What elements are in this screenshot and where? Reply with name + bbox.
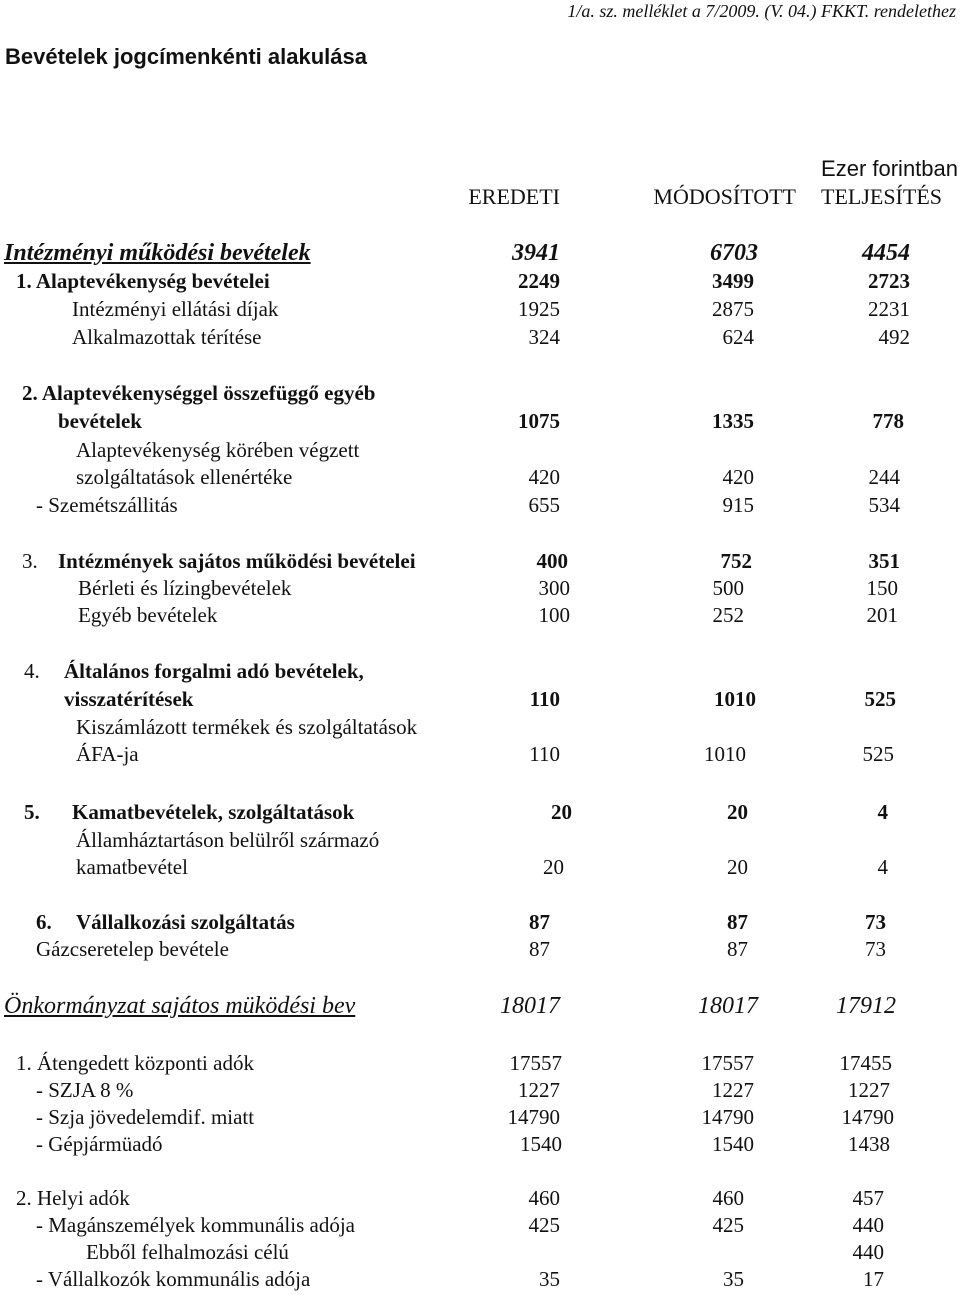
value-teljesites: 525 [864, 687, 896, 711]
value-teljesites: 150 [866, 576, 898, 600]
value-modositott: 252 [712, 603, 744, 627]
table-row [0, 551, 960, 577]
value-eredeti: 3941 [512, 240, 560, 266]
value-teljesites: 17912 [836, 993, 896, 1019]
row-label: Ebből felhalmozási célú [86, 1240, 289, 1264]
value-eredeti: 324 [528, 325, 560, 349]
column-header-teljesites: TELJESÍTÉS [821, 184, 942, 209]
value-modositott: 14790 [701, 1105, 754, 1129]
value-modositott: 915 [722, 493, 754, 517]
row-label: - Vállalkozók kommunális adója [36, 1267, 311, 1291]
table-row [0, 1134, 960, 1160]
value-modositott: 500 [712, 576, 744, 600]
table-row [0, 440, 960, 466]
table-row [0, 1242, 960, 1268]
row-label: Intézményi működési bevételek [4, 240, 311, 266]
row-label: Vállalkozási szolgáltatás [76, 910, 295, 934]
value-teljesites: 525 [862, 742, 894, 766]
table-row [0, 271, 960, 297]
row-label: Kiszámlázott termékek és szolgáltatások [76, 715, 418, 739]
row-label: Alaptevékenység körében végzett [76, 438, 360, 462]
value-teljesites: 492 [878, 325, 910, 349]
value-teljesites: 201 [866, 603, 898, 627]
value-modositott: 1227 [712, 1078, 754, 1102]
row-label: - SZJA 8 % [36, 1078, 134, 1102]
row-label: 2. Alaptevékenységgel összefüggő egyéb [22, 381, 376, 405]
row-label: ÁFA-ja [76, 742, 139, 766]
value-modositott: 87 [727, 910, 748, 934]
row-label: Kamatbevételek, szolgáltatások [72, 800, 355, 824]
table-row [0, 802, 960, 828]
value-eredeti: 460 [528, 1186, 560, 1210]
row-number: 4. [24, 659, 40, 683]
row-label: szolgáltatások ellenértéke [76, 465, 293, 489]
value-modositott: 3499 [712, 269, 754, 293]
value-teljesites: 4 [877, 855, 888, 879]
table-row [0, 411, 960, 437]
row-number: 5. [24, 800, 40, 824]
row-label: Alkalmazottak térítése [72, 325, 262, 349]
value-eredeti: 1227 [518, 1078, 560, 1102]
table-row [0, 717, 960, 743]
row-label: 1. Átengedett központi adók [16, 1051, 254, 1075]
row-label: 2. Helyi adók [16, 1186, 130, 1210]
value-eredeti: 20 [543, 855, 564, 879]
value-modositott: 17557 [701, 1051, 754, 1075]
value-teljesites: 440 [852, 1213, 884, 1237]
value-eredeti: 100 [538, 603, 570, 627]
table-row [0, 299, 960, 325]
value-eredeti: 20 [551, 800, 572, 824]
table-row [0, 661, 960, 687]
value-eredeti: 14790 [507, 1105, 560, 1129]
value-eredeti: 425 [528, 1213, 560, 1237]
value-teljesites: 2723 [868, 269, 910, 293]
value-eredeti: 1075 [518, 409, 560, 433]
value-teljesites: 4 [877, 800, 888, 824]
value-modositott: 420 [722, 465, 754, 489]
value-teljesites: 17455 [839, 1051, 892, 1075]
value-eredeti: 17557 [509, 1051, 562, 1075]
value-teljesites: 1227 [848, 1078, 890, 1102]
value-teljesites: 778 [872, 409, 904, 433]
table-row [0, 1215, 960, 1241]
value-eredeti: 300 [538, 576, 570, 600]
value-modositott: 20 [727, 855, 748, 879]
table-row [0, 830, 960, 856]
table-row [0, 383, 960, 409]
row-label: - Magánszemélyek kommunális adója [36, 1213, 355, 1237]
value-modositott: 20 [727, 800, 748, 824]
value-eredeti: 1925 [518, 297, 560, 321]
value-teljesites: 244 [868, 465, 900, 489]
row-label: visszatérítések [64, 687, 194, 711]
table-row [0, 857, 960, 883]
value-modositott: 460 [712, 1186, 744, 1210]
table-row [0, 578, 960, 604]
table-row [0, 1080, 960, 1106]
table-row [0, 994, 960, 1020]
table-row [0, 939, 960, 965]
row-label: Intézmények sajátos működési bevételei [58, 549, 416, 573]
table-row [0, 1188, 960, 1214]
value-eredeti: 35 [539, 1267, 560, 1291]
table-row [0, 1053, 960, 1079]
value-eredeti: 110 [529, 742, 560, 766]
row-label: Bérleti és lízingbevételek [78, 576, 292, 600]
value-modositott: 1335 [712, 409, 754, 433]
row-label: Önkormányzat sajátos müködési bev [4, 993, 356, 1019]
value-teljesites: 73 [865, 937, 886, 961]
row-number: 6. [36, 910, 52, 934]
regulation-note: 1/a. sz. melléklet a 7/2009. (V. 04.) FKKT. rendelethez [567, 1, 956, 21]
value-eredeti: 400 [536, 549, 568, 573]
value-eredeti: 655 [528, 493, 560, 517]
row-label: bevételek [58, 409, 142, 433]
row-label: kamatbevétel [76, 855, 188, 879]
table-row [0, 495, 960, 521]
value-eredeti: 110 [529, 687, 560, 711]
value-modositott: 6703 [710, 240, 758, 266]
value-teljesites: 351 [868, 549, 900, 573]
row-label: - Gépjármüadó [36, 1132, 163, 1156]
table-row [0, 605, 960, 631]
table-row [0, 467, 960, 493]
row-label: Államháztartáson belülről származó [76, 828, 380, 852]
value-modositott: 18017 [698, 993, 758, 1019]
row-label: 1. Alaptevékenység bevételei [16, 269, 270, 293]
row-label: Általános forgalmi adó bevételek, [64, 659, 364, 683]
value-teljesites: 17 [863, 1267, 884, 1291]
table-row [0, 689, 960, 715]
row-number: 3. [22, 549, 38, 573]
value-teljesites: 14790 [841, 1105, 894, 1129]
value-teljesites: 73 [865, 910, 886, 934]
value-teljesites: 457 [852, 1186, 884, 1210]
row-label: Intézményi ellátási díjak [72, 297, 279, 321]
table-row [0, 1107, 960, 1133]
value-modositott: 87 [727, 937, 748, 961]
value-eredeti: 18017 [500, 993, 560, 1019]
value-eredeti: 420 [528, 465, 560, 489]
column-header-eredeti: EREDETI [468, 184, 560, 209]
value-teljesites: 2231 [868, 297, 910, 321]
row-label: - Szemétszállitás [36, 493, 178, 517]
page-title: Bevételek jogcímenkénti alakulása [5, 44, 367, 69]
value-teljesites: 1438 [848, 1132, 890, 1156]
value-eredeti: 2249 [518, 269, 560, 293]
row-label: Gázcseretelep bevétele [36, 937, 229, 961]
value-modositott: 1010 [704, 742, 746, 766]
table-row [0, 912, 960, 938]
value-eredeti: 1540 [520, 1132, 562, 1156]
value-eredeti: 87 [529, 937, 550, 961]
unit-label: Ezer forintban [821, 156, 958, 181]
column-header-modositott: MÓDOSÍTOTT [653, 184, 796, 209]
value-modositott: 624 [722, 325, 754, 349]
value-modositott: 35 [723, 1267, 744, 1291]
row-label: Egyéb bevételek [78, 603, 218, 627]
table-row [0, 744, 960, 770]
table-row [0, 241, 960, 267]
row-label: - Szja jövedelemdif. miatt [36, 1105, 255, 1129]
value-teljesites: 534 [868, 493, 900, 517]
value-modositott: 1010 [714, 687, 756, 711]
value-modositott: 2875 [712, 297, 754, 321]
value-eredeti: 87 [529, 910, 550, 934]
value-modositott: 752 [720, 549, 752, 573]
table-row [0, 1269, 960, 1295]
value-modositott: 1540 [712, 1132, 754, 1156]
value-teljesites: 440 [852, 1240, 884, 1264]
table-row [0, 327, 960, 353]
value-modositott: 425 [712, 1213, 744, 1237]
value-teljesites: 4454 [862, 240, 910, 266]
